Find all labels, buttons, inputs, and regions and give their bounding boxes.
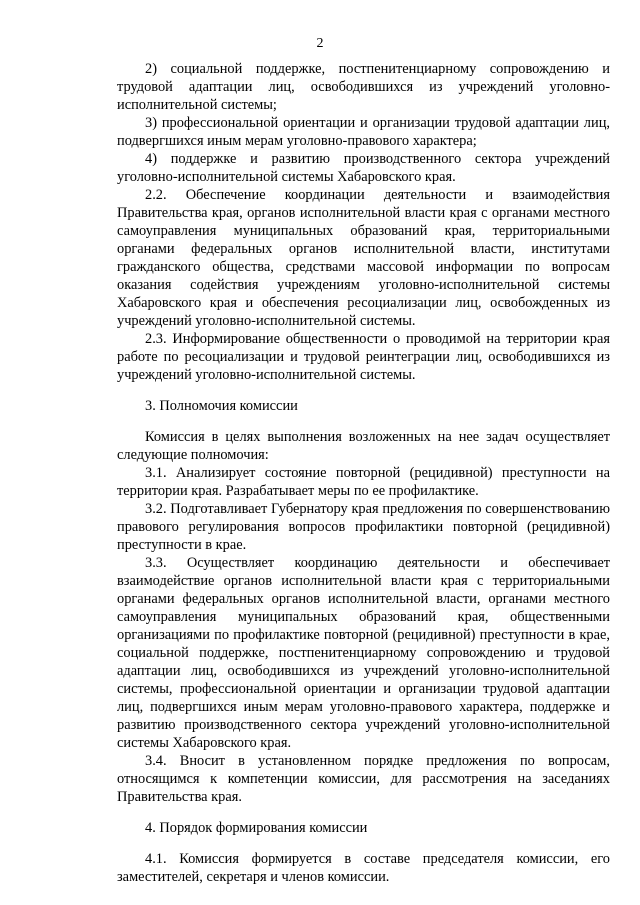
- paragraph-3-4: 3.4. Вносит в установленном порядке предложения по вопросам, относящимся к компетенции комиссии, для рассмотрения на заседаниях Правительства края.: [117, 753, 610, 805]
- paragraph-3-1: 3.1. Анализирует состояние повторной (рецидивной) преступности на территории края. Разрабатывает меры по ее профилактике.: [117, 465, 610, 499]
- document-body: [117, 60, 610, 886]
- section-spacer: [117, 806, 610, 819]
- paragraph-4-1: 4.1. Комиссия формируется в составе председателя комиссии, его заместителей, секретаря и членов комиссии.: [117, 851, 610, 885]
- section-heading-4: 4. Порядок формирования комиссии: [145, 820, 368, 836]
- section-spacer: [117, 837, 610, 850]
- paragraph-2-3: 2.3. Информирование общественности о проводимой на территории края работе по ресоциализации и трудовой реинтеграции лиц, освободившихся из учреждений уголовно-исполнительной системы.: [117, 331, 610, 383]
- paragraph-intro-3: Комиссия в целях выполнения возложенных на нее задач осуществляет следующие полномочия:: [117, 429, 610, 463]
- section-heading-3: 3. Полномочия комиссии: [145, 398, 298, 414]
- paragraph-3-3: 3.3. Осуществляет координацию деятельности и обеспечивает взаимодействие органов исполнительной власти края с территориальными органами федеральных органов исполнительной власти, органами местного самоуправления муниципальных образований края, общественными организациями по профилактике повторной (рецидивной) преступности в крае, социальной поддержке, постпенитенциарному сопровождению и трудовой адаптации лиц, освободившихся из учреждений уголовно-исполнительной системы, профессиональной ориентации и организации трудовой адаптации лиц, подвергшихся иным мерам уголовно-правового характера, поддержке и развитию производственного сектора учреждений уголовно-исполнительной системы Хабаровского края.: [117, 555, 610, 751]
- paragraph-3-2: 3.2. Подготавливает Губернатору края предложения по совершенствованию правового регулирования вопросов профилактики повторной (рецидивной) преступности в крае.: [117, 501, 610, 553]
- page-number: 2: [316, 36, 324, 51]
- section-spacer: [117, 384, 610, 397]
- section-spacer: [117, 415, 610, 428]
- paragraph-item-3: 3) профессиональной ориентации и организации трудовой адаптации лиц, подвергшихся иным мерам уголовно-правового характера;: [117, 115, 610, 149]
- paragraph-item-4: 4) поддержке и развитию производственного сектора учреждений уголовно-исполнительной системы Хабаровского края.: [117, 151, 610, 185]
- paragraph-item-2: 2) социальной поддержке, постпенитенциарному сопровождению и трудовой адаптации лиц, освободившихся из учреждений уголовно-исполнительной системы;: [117, 61, 610, 113]
- paragraph-2-2: 2.2. Обеспечение координации деятельности и взаимодействия Правительства края, органов исполнительной власти края с органами местного самоуправления муниципальных образований края, территориальными органами федеральных органов исполнительной власти, институтами гражданского общества, средствами массовой информации по вопросам оказания содействия учреждениям уголовно-исполнительной системы Хабаровского края и обеспечения ресоциализации лиц, освобожденных из учреждений уголовно-исполнительной системы.: [117, 187, 610, 329]
